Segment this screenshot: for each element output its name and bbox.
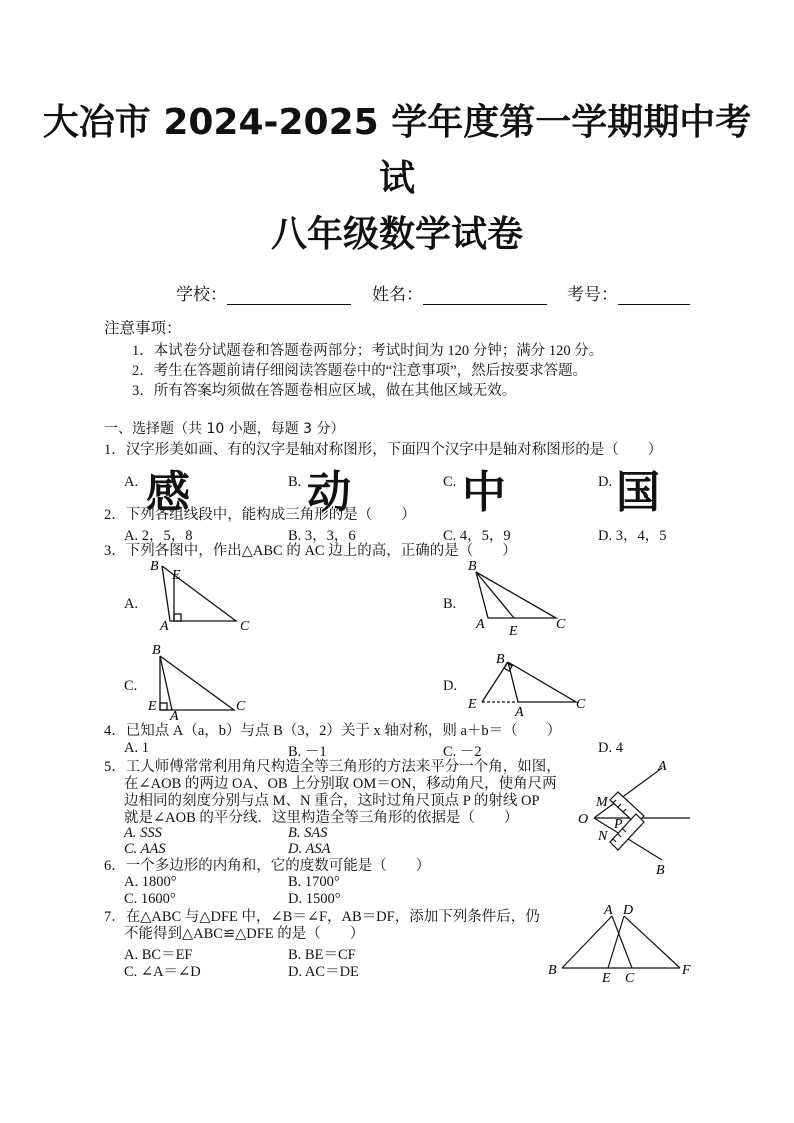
- q7-point-d: D: [623, 903, 634, 918]
- q3b-point-e: E: [509, 624, 518, 639]
- school-label: 学校：: [176, 285, 227, 304]
- q6-option-a: A. 1800°: [124, 874, 177, 890]
- q3-option-c-label: C.: [124, 678, 138, 694]
- q3a-point-b: B: [150, 559, 159, 574]
- name-label: 姓名：: [372, 285, 423, 304]
- id-label: 考号：: [567, 285, 618, 304]
- name-field: [372, 280, 547, 305]
- q3a-right-angle-mark: [174, 614, 181, 621]
- q1-option-d-label: D.: [598, 474, 613, 490]
- q5-point-a: A: [658, 759, 667, 774]
- q3-figure-c: [140, 640, 260, 724]
- q4-option-a: A. 1: [124, 740, 149, 756]
- q7-line-1: 7．在△ABC 与△DFE 中，∠B＝∠F，AB＝DF，添加下列条件后，仍: [104, 909, 540, 925]
- q5-line-2: 在∠AOB 的两边 OA、OB 上分别取 OM＝ON，移动角尺，使角尺两: [124, 776, 557, 792]
- q4-option-c: C. －2: [443, 744, 482, 760]
- school-field: [176, 280, 351, 305]
- q7-line-2: 不能得到△ABC≌△DFE 的是（ ）: [124, 926, 365, 942]
- q3d-triangle: [508, 662, 576, 702]
- q6-option-b: B. 1700°: [288, 874, 340, 890]
- q3-option-d-label: D.: [443, 678, 458, 694]
- q3d-point-c: C: [576, 697, 586, 712]
- q5-line-4: 就是∠AOB 的平分线．这里构造全等三角形的依据是（ ）: [124, 810, 519, 826]
- q1-option-d-char: 国: [616, 467, 660, 518]
- q3-figure-a: [140, 556, 260, 634]
- notice-item-3: 3．所有答案均须做在答题卷相应区域，做在其他区域无效。: [132, 383, 517, 399]
- q2-option-b: B. 3，3，6: [288, 528, 356, 544]
- q5-point-m: M: [596, 795, 608, 810]
- q7-point-a: A: [604, 903, 613, 918]
- q1-option-a-char: 感: [146, 467, 190, 518]
- q3c-triangle: [160, 656, 234, 710]
- school-blank: [227, 286, 351, 305]
- q6-stem: 6．一个多边形的内角和，它的度数可能是（ ）: [104, 858, 431, 874]
- q7-point-e: E: [602, 971, 611, 986]
- exam-title-line2: 试: [378, 158, 415, 199]
- q1-option-c-label: C.: [443, 474, 457, 490]
- q7-segment-fd: [624, 916, 680, 968]
- q3d-point-e: E: [468, 697, 477, 712]
- q4-option-d: D. 4: [598, 740, 623, 756]
- q7-figure: [540, 898, 700, 988]
- q1-option-c-char: 中: [462, 467, 506, 518]
- q5-point-p: P: [614, 817, 623, 832]
- q3d-point-a: A: [515, 705, 524, 720]
- notice-heading: 注意事项：: [104, 319, 182, 337]
- q5-line-3: 边相同的刻度分别与点 M、N 重合，这时过角尺顶点 P 的射线 OP: [124, 793, 540, 809]
- q3c-point-b: B: [152, 643, 161, 658]
- q3c-point-e: E: [148, 699, 157, 714]
- q4-option-b: B. －1: [288, 744, 327, 760]
- q5-figure: [574, 756, 696, 880]
- q3-stem: 3．下列各图中，作出△ABC 的 AC 边上的高，正确的是（ ）: [104, 543, 517, 559]
- q5-line-1: 5．工人师傅常常利用角尺构造全等三角形的方法来平分一个角，如图，: [104, 759, 561, 775]
- q5-option-b: B. SAS: [288, 825, 328, 841]
- q3-figure-d: [460, 646, 600, 720]
- q2-stem: 2．下列各组线段中，能构成三角形的是（ ）: [104, 507, 416, 523]
- q1-option-a-label: A.: [124, 474, 139, 490]
- q5-point-b: B: [656, 863, 665, 878]
- q7-point-c: C: [625, 971, 635, 986]
- q3-option-a-label: A.: [124, 596, 139, 612]
- q3c-point-a: A: [170, 709, 179, 724]
- exam-subtitle: 八年级数学试卷: [270, 214, 523, 255]
- q4-stem: 4．已知点 A（a，b）与点 B（3，2）关于 x 轴对称，则 a＋b＝（ ）: [104, 723, 562, 739]
- q6-option-c: C. 1600°: [124, 891, 176, 907]
- q2-option-d: D. 3，4，5: [598, 528, 667, 544]
- q7-option-d: D. AC＝DE: [288, 964, 359, 980]
- q7-point-f: F: [682, 963, 691, 978]
- q7-option-a: A. BC＝EF: [124, 947, 193, 963]
- q7-option-c: C. ∠A＝∠D: [124, 964, 201, 980]
- id-field: [567, 280, 690, 305]
- q1-option-b-label: B.: [288, 474, 302, 490]
- q3b-triangle: [476, 572, 556, 618]
- section-heading: 一、选择题（共 10 小题，每题 3 分）: [104, 421, 345, 437]
- name-blank: [423, 286, 547, 305]
- q3c-point-c: C: [236, 699, 246, 714]
- q3b-point-c: C: [556, 617, 566, 632]
- q7-point-b: B: [548, 963, 557, 978]
- q3-figure-b: [460, 556, 580, 640]
- exam-title-line1: 大冶市 2024-2025 学年度第一学期期中考: [42, 102, 752, 143]
- q3d-point-b: B: [496, 652, 505, 667]
- notice-item-2: 2．考生在答题前请仔细阅读答题卷中的“注意事项”，然后按要求答题。: [132, 363, 588, 379]
- q5-point-o: O: [578, 812, 589, 827]
- id-blank: [618, 286, 690, 305]
- q3a-point-e: E: [172, 568, 181, 583]
- q3a-point-c: C: [240, 619, 250, 634]
- q3a-point-a: A: [160, 619, 169, 634]
- q3b-point-a: A: [476, 617, 485, 632]
- q5-option-a: A. SSS: [124, 825, 162, 841]
- q2-option-c: C. 4，5，9: [443, 528, 511, 544]
- q5-option-c: C. AAS: [124, 841, 166, 857]
- q3-option-b-label: B.: [443, 596, 457, 612]
- q7-segment-ab: [562, 916, 612, 968]
- q1-stem: 1．汉字形美如画、有的汉字是轴对称图形，下面四个汉字中是轴对称图形的是（ ）: [104, 442, 663, 458]
- notice-item-1: 1．本试卷分试题卷和答题卷两部分；考试时间为 120 分钟；满分 120 分。: [132, 343, 604, 359]
- q1-option-b-char: 动: [307, 467, 351, 518]
- q2-option-a: A. 2，5，8: [124, 528, 193, 544]
- q3b-point-b: B: [468, 559, 477, 574]
- q3c-right-angle-mark: [160, 703, 167, 710]
- q5-point-n: N: [598, 829, 608, 844]
- q7-option-b: B. BE＝CF: [288, 947, 356, 963]
- q5-option-d: D. ASA: [288, 841, 331, 857]
- q6-option-d: D. 1500°: [288, 891, 341, 907]
